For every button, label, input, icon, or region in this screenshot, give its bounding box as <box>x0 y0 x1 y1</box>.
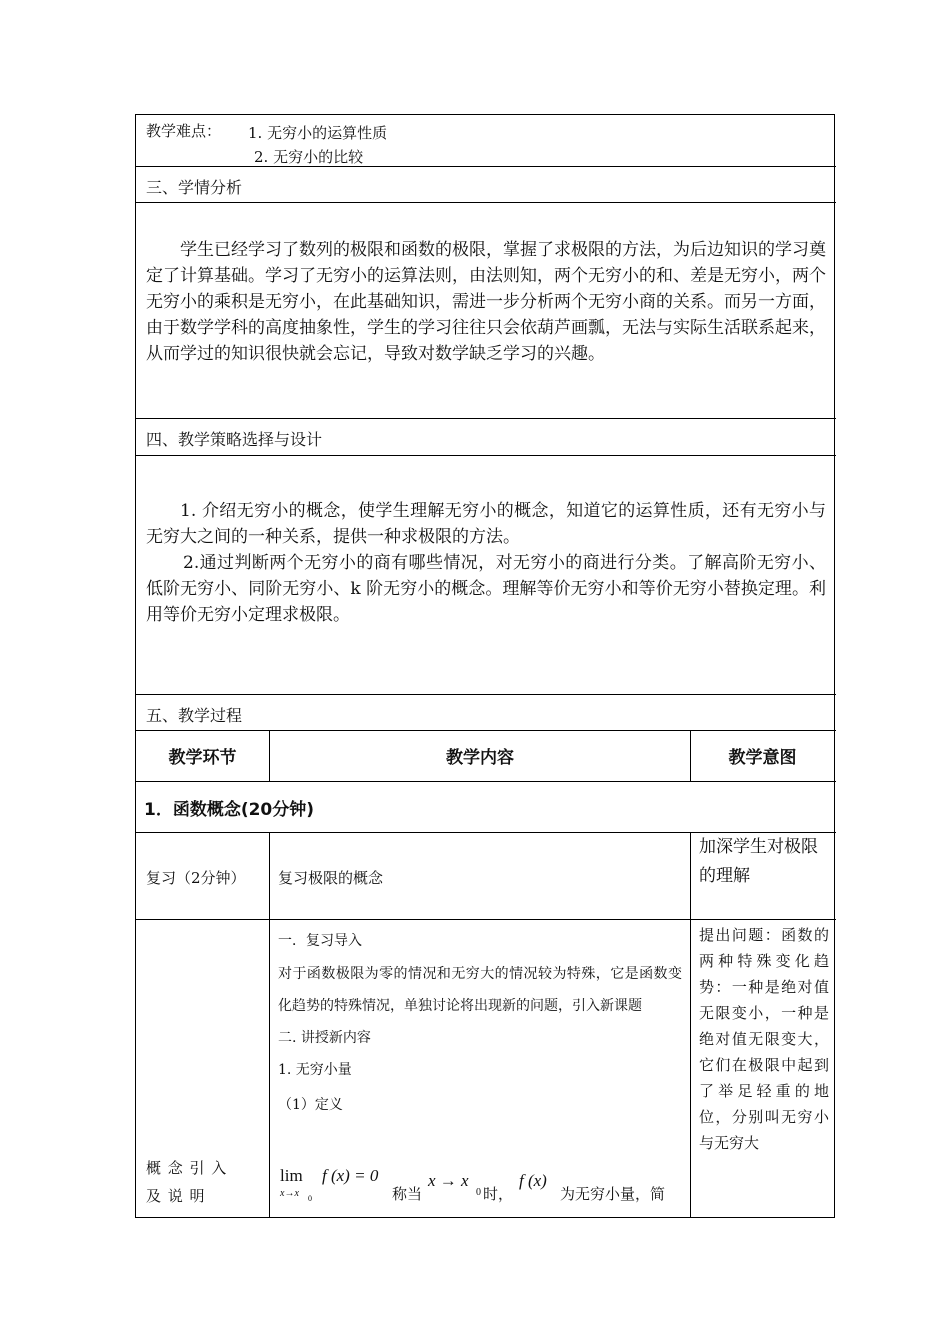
formula-text-2: 时， <box>483 1185 514 1203</box>
review-row <box>136 833 836 920</box>
concept-intent: 提出问题：函数的两种特殊变化趋势：一种是绝对值无限变小，一种是绝对值无限变大，它们在极限中起到了举足轻重的地位，分别叫无穷小与无穷大 <box>699 926 829 1152</box>
section3-body-row <box>136 203 836 419</box>
review-stage: 复习（2分钟） <box>146 869 246 887</box>
formula-text-1: 称当 <box>392 1185 423 1203</box>
subheading-row <box>136 782 836 833</box>
concept-content <box>278 928 682 1121</box>
difficulty-row <box>136 115 836 167</box>
col-divider-2 <box>690 920 691 1217</box>
column-header-intent: 教学意图 <box>728 748 797 768</box>
concept-line-2: 对于函数极限为零的情况和无穷大的情况较为特殊，它是函数变化趋势的特殊情况，单独讨论将出现新的问题，引入新课题 <box>278 966 682 1014</box>
approach-subscript-zero: 0 <box>476 1187 481 1198</box>
function-fx: f (x) <box>519 1171 547 1190</box>
review-content: 复习极限的概念 <box>278 869 384 887</box>
col-divider-1 <box>269 920 270 1217</box>
section3-paragraph: 学生已经学习了数列的极限和函数的极限，掌握了求极限的方法，为后边知识的学习奠定了计算基础。学习了无穷小的运算法则，由法则知，两个无穷小的和、差是无穷小，两个无穷小的乘积是无穷小，在此基础知识，需进一步分析两个无穷小商的关系。而另一方面，由于数学学科的高度抽象性，学生的学习往往只会依葫芦画瓢，无法与实际生活联系起来，从而学过的知识很快就会忘记，导致对数学缺乏学习的兴趣。 <box>146 240 826 364</box>
difficulty-label: 教学难点： <box>146 122 222 140</box>
section5-heading: 五、教学过程 <box>146 706 243 725</box>
review-intent: 加深学生对极限的理解 <box>699 837 818 886</box>
lim-subscript: x→x <box>280 1188 299 1199</box>
formula-text-3: 为无穷小量，简 <box>560 1185 666 1203</box>
concept-line-3: 二. 讲授新内容 <box>278 1030 371 1046</box>
column-header-content: 教学内容 <box>446 748 514 768</box>
section4-heading-row <box>136 419 836 456</box>
column-header-row <box>136 731 836 782</box>
lim-subscript-zero: 0 <box>308 1194 312 1203</box>
col-divider-1 <box>269 833 270 919</box>
section4-heading: 四、教学策略选择与设计 <box>146 430 323 449</box>
section5-heading-row <box>136 695 836 731</box>
concept-line-5: （1）定义 <box>278 1097 343 1113</box>
difficulty-item-1: 1. 无穷小的运算性质 <box>248 124 388 142</box>
approach-condition: x → x <box>428 1171 469 1190</box>
lim-symbol: lim <box>280 1166 303 1185</box>
difficulty-item-2: 2. 无穷小的比较 <box>254 148 364 166</box>
limit-formula <box>278 1166 688 1212</box>
table-frame <box>135 114 835 1218</box>
limit-expression: f (x) = 0 <box>322 1166 379 1185</box>
concept-row <box>136 920 836 1217</box>
concept-line-4: 1. 无穷小量 <box>278 1062 352 1078</box>
section4-body-row <box>136 456 836 695</box>
subheading: 1．函数概念(20分钟) <box>144 800 315 820</box>
section3-heading-row <box>136 167 836 203</box>
section4-item-1: 1. 介绍无穷小的概念，使学生理解无穷小的概念，知道它的运算性质，还有无穷小与无穷大之间的一种关系，提供一种求极限的方法。 <box>146 501 826 547</box>
section3-heading: 三、学情分析 <box>146 178 243 197</box>
concept-line-1: 一．复习导入 <box>278 933 362 949</box>
section4-item-2: 2.通过判断两个无穷小的商有哪些情况，对无穷小的商进行分类。了解高阶无穷小、低阶无穷小、同阶无穷小、k 阶无穷小的概念。理解等价无穷小和等价无穷小替换定理。利用等价无穷小定理求极限。 <box>146 553 826 625</box>
col-divider-2 <box>690 833 691 919</box>
concept-stage: 概 念 引 入 及 说 明 <box>146 1159 228 1205</box>
column-header-stage: 教学环节 <box>168 748 237 768</box>
